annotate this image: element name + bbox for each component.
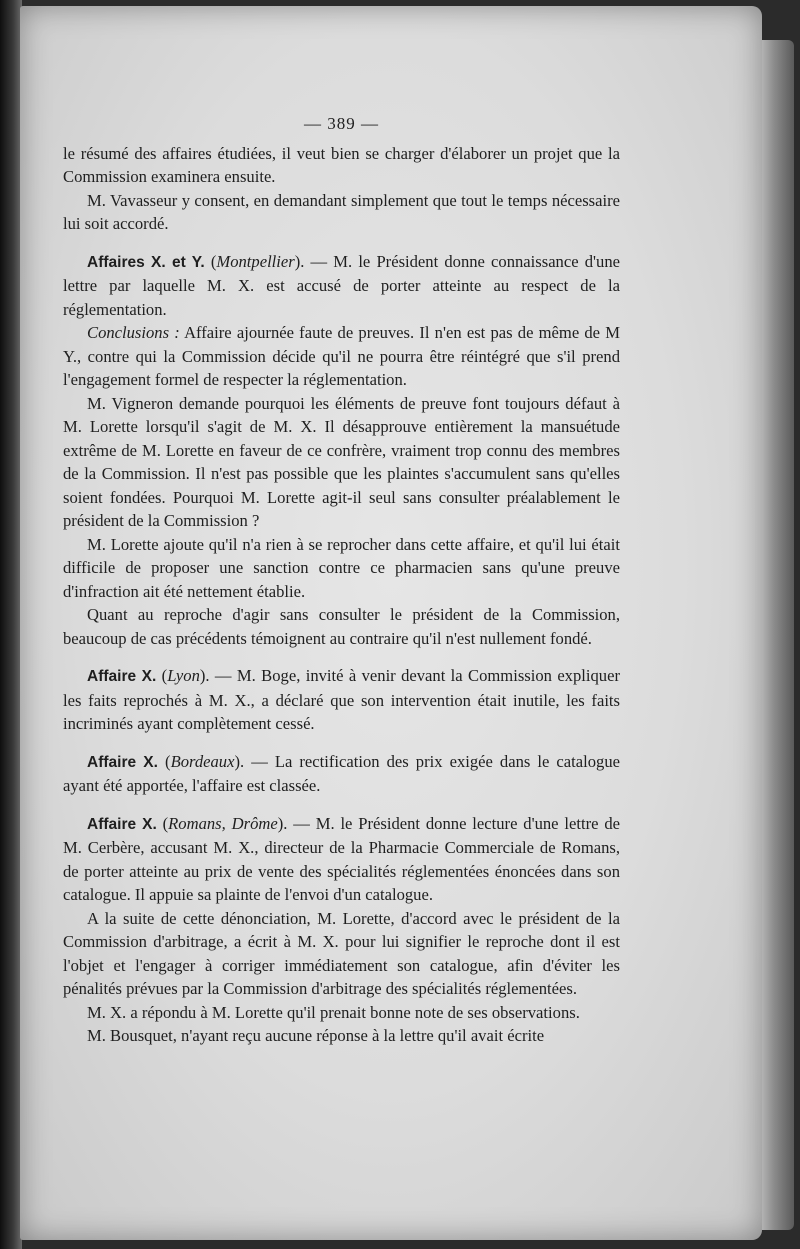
case-heading: Affaire X.: [87, 815, 157, 833]
case-heading: Affaires X. et Y.: [87, 253, 205, 271]
paragraph: Affaire X. (Lyon). — M. Boge, invité à venir devant la Commission expliquer les faits reprochés à M. X., a déclaré que son intervention était inutile, les faits incriminés ayant complètement cessé.: [63, 666, 620, 733]
paragraph: A la suite de cette dénonciation, M. Lorette, d'accord avec le président de la Commission d'arbitrage, a écrit à M. X. pour lui signifier le reproche dont il est l'objet et l'engager à corriger immédiatement son catalogue, afin d'éviter les pénalités prévues par la Commission d'arbitrage des spécialités réglementées.: [63, 908, 620, 998]
case-heading: Affaire X.: [87, 753, 158, 771]
conclusions-label: Conclusions :: [87, 323, 180, 342]
paragraph: M. Lorette ajoute qu'il n'a rien à se reprocher dans cette affaire, et qu'il lui était difficile de proposer une sanction contre ce pharmacien sans qu'une preuve d'infraction ait été nettement établie.: [63, 534, 620, 601]
paragraph: M. Vigneron demande pourquoi les éléments de preuve font toujours défaut à M. Lorette lorsqu'il s'agit de M. X. Il désapprouve entièrement la mansuétude extrême de M. Lorette en faveur de ce confrère, vraiment trop connu des membres de la Commission. Il n'est pas possible que les plaintes s'accumulent sans qu'elles soient fondées. Pourquoi M. Lorette agit-il seul sans consulter préalablement le président de la Commission ?: [63, 393, 620, 530]
paragraph: M. Vavasseur y consent, en demandant simplement que tout le temps nécessaire lui soit accordé.: [63, 190, 620, 233]
book-binding: [0, 0, 22, 1249]
paragraph: Conclusions : Affaire ajournée faute de preuves. Il n'en est pas de même de M Y., contre qui la Commission décide qu'il ne pourra être réintégré que s'il prend l'engagement formel de respecter la réglementation.: [63, 323, 620, 389]
paragraph: Quant au reproche d'agir sans consulter le président de la Commission, beaucoup de cas précédents témoignent au contraire qu'il n'est nullement fondé.: [63, 605, 620, 648]
paragraph: le résumé des affaires étudiées, il veut bien se charger d'élaborer un projet que la Commission examinera ensuite.: [63, 143, 620, 186]
page-edge: [760, 40, 794, 1230]
page-number: — 389 —: [304, 114, 379, 133]
case-heading: Affaire X.: [87, 668, 157, 685]
page-text: [63, 112, 620, 1048]
paragraph: Affaire X. (Romans, Drôme). — M. le Président donne lecture d'une lettre de M. Cerbère, accusant M. X., directeur de la Pharmacie Commerciale de Romans, de porter atteinte au prix de vente des spécialités réglementées énoncées dans son catalogue. Il appuie sa plainte de l'envoi d'un catalogue.: [63, 813, 620, 904]
paragraph: Affaires X. et Y. (Montpellier). — M. le Président donne connaissance d'une lettre par laquelle M. X. est accusé de porter atteinte au respect de la réglementation.: [63, 251, 620, 319]
paragraph: M. X. a répondu à M. Lorette qu'il prenait bonne note de ses observations.: [87, 1002, 580, 1022]
paragraph: Affaire X. (Bordeaux). — La rectification des prix exigée dans le catalogue ayant été apportée, l'affaire est classée.: [63, 751, 620, 795]
paragraph: M. Bousquet, n'ayant reçu aucune réponse à la lettre qu'il avait écrite: [87, 1026, 545, 1045]
